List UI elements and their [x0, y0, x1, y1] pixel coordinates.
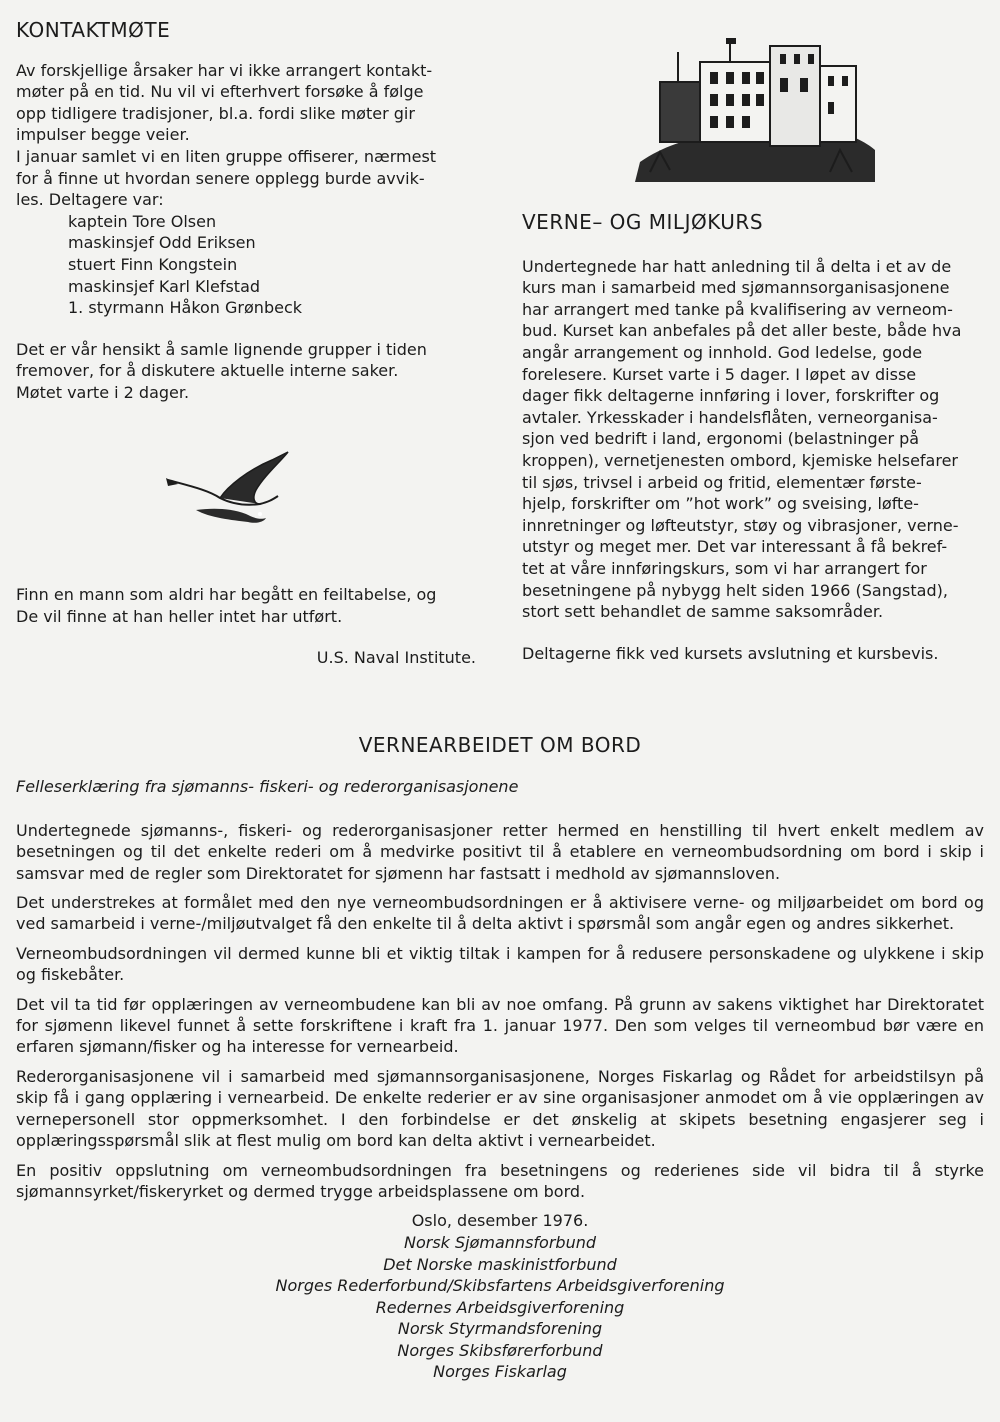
- text-line: kurs man i samarbeid med sjømannsorganisasjonene: [522, 278, 950, 298]
- text-line: Undertegnede har hatt anledning til å delta i et av de: [522, 256, 952, 276]
- vernearbeidet-section: [16, 735, 984, 1383]
- signatory: Norges Rederforbund/Skibsfartens Arbeidsgiverforening: [275, 1276, 725, 1296]
- kontaktmote-section: [16, 20, 482, 404]
- quote-line: Finn en mann som aldri har begått en feiltabelse, og: [16, 585, 437, 604]
- text-line: kroppen), vernetjenesten ombord, kjemiske helsefarer: [522, 450, 958, 470]
- participant: kaptein Tore Olsen: [68, 211, 217, 231]
- text-line: møter på en tid. Nu vil vi efterhvert forsøke å følge: [16, 82, 424, 102]
- text-line: stort sett behandlet de samme saksområder.: [522, 602, 884, 622]
- verne-miljokurs-section: [522, 212, 986, 664]
- participant-list: [16, 211, 482, 319]
- text-line: til sjøs, trivsel i arbeid og fritid, elementær første-: [522, 472, 922, 492]
- participant: 1. styrmann Håkon Grønbeck: [68, 298, 302, 318]
- text-line: avtaler. Yrkesskader i handelsflåten, verneorganisa-: [522, 407, 938, 427]
- paragraph: Rederorganisasjonene vil i samarbeid med sjømannsorganisasjonene, Norges Fiskarlag og Rådet for arbeidstilsyn på skip få i gang opplæring i vernearbeid. De enkelte rederier er av sine organisasjoner anmodet om å vie opplæringen av vernepersonell stor oppmerksomhet. I den forbindelse er det ønskelig at skipets besetning engasjerer seg i opplæringsspørsmål slik at flest mulig om bord kan delta aktivt i vernearbeidet.: [16, 1066, 984, 1151]
- signatory: Redernes Arbeidsgiverforening: [375, 1297, 625, 1317]
- signatory: Norsk Styrmandsforening: [397, 1319, 603, 1339]
- text-line: opp tidligere tradisjoner, bl.a. fordi slike møter gir: [16, 103, 415, 123]
- text-line: angår arrangement og innhold. God ledelse, gode: [522, 342, 923, 362]
- signatory: Det Norske maskinistforbund: [383, 1254, 617, 1274]
- seagull-illustration: [160, 448, 300, 528]
- text-line: impulser begge veier.: [16, 125, 190, 145]
- text-line: hjelp, forskrifter om ”hot work” og sveising, løfte-: [522, 494, 919, 514]
- quote: [16, 584, 482, 627]
- vernearbeidet-heading: VERNEARBEIDET OM BORD: [358, 733, 642, 757]
- participant: maskinsjef Karl Klefstad: [68, 276, 261, 296]
- kontaktmote-intro: [16, 60, 482, 211]
- text-line: les. Deltagere var:: [16, 190, 164, 210]
- signature-block: [16, 1210, 984, 1383]
- place-date: Oslo, desember 1976.: [411, 1211, 589, 1231]
- verne-miljokurs-body: [522, 256, 986, 623]
- signatory: Norges Fiskarlag: [433, 1362, 567, 1382]
- text-line: Det er vår hensikt å samle lignende grupper i tiden: [16, 339, 427, 359]
- participant: maskinsjef Odd Eriksen: [68, 233, 256, 253]
- text-line: dager fikk deltagerne innføring i lover, forskrifter og: [522, 386, 940, 406]
- text-line: utstyr og meget mer. Det var interessant å få bekref-: [522, 537, 948, 557]
- text-line: besetningene på nybygg helt siden 1966 (Sangstad),: [522, 580, 948, 600]
- text-line: fremover, for å diskutere aktuelle interne saker.: [16, 361, 399, 381]
- text-line: forelesere. Kurset varte i 5 dager. I løpet av disse: [522, 364, 917, 384]
- text-line: I januar samlet vi en liten gruppe offiserer, nærmest: [16, 146, 437, 166]
- paragraph: En positiv oppslutning om verneombudsordningen fra besetningens og rederienes side vil bidra til å styrke sjømannsyrket/fiskeryrket og dermed trygge arbeidsplassene om bord.: [16, 1160, 984, 1201]
- quote-line: De vil finne at han heller intet har utført.: [16, 606, 343, 626]
- verne-miljokurs-heading: VERNE– OG MILJØKURS: [522, 210, 764, 234]
- quote-source: U.S. Naval Institute.: [316, 648, 476, 667]
- verne-miljokurs-final: Deltagerne fikk ved kursets avslutning et kursbevis.: [522, 643, 939, 663]
- text-line: sjon ved bedrift i land, ergonomi (belastninger på: [522, 429, 920, 449]
- paragraph: Det vil ta tid før opplæringen av verneombudene kan bli av noe omfang. På grunn av sakens viktighet har Direktoratet for sjømenn likevel funnet å sette forskriftene i kraft fra 1. januar 1977. Den som velges til verneombud bør være en erfaren sjømann/fisker og ha interesse for vernearbeid.: [16, 994, 984, 1057]
- paragraph: Det understrekes at formålet med den nye verneombudsordningen er å aktivisere verne- og miljøarbeidet om bord og ved samarbeid i verne-/miljøutvalget få den enkelte til å delta aktivt i spørsmål som angår egen og andres sikkerhet.: [16, 893, 984, 934]
- vernearbeidet-subtitle: Felleserklæring fra sjømanns- fiskeri- og rederorganisasjonene: [16, 777, 519, 797]
- text-line: tet at våre innføringskurs, som vi har arrangert for: [522, 558, 927, 578]
- signatory: Norges Skibsførerforbund: [397, 1340, 603, 1360]
- kontaktmote-heading: KONTAKTMØTE: [16, 18, 171, 42]
- paragraph: Undertegnede sjømanns-, fiskeri- og rederorganisasjoner retter hermed en henstilling til hvert enkelt medlem av besetningen og til det enkelte rederi om å medvirke positivt til å etablere en verneombudsordning om bord i skip i samsvar med de regler som Direktoratet for sjømenn har fastsatt i medhold av sjømannsloven.: [16, 820, 984, 883]
- paragraph: Verneombudsordningen vil dermed kunne bli et viktig tiltak i kampen for å redusere personskadene og ulykkene i skip og fiskebåter.: [16, 943, 984, 985]
- text-line: bud. Kurset kan anbefales på det aller beste, både hva: [522, 321, 962, 341]
- text-line: innretninger og løfteutstyr, støy og vibrasjoner, verne-: [522, 515, 959, 535]
- building-illustration: [630, 22, 880, 182]
- text-line: har arrangert med tanke på kvalifisering av verneom-: [522, 299, 953, 319]
- signatory: Norsk Sjømannsforbund: [403, 1232, 596, 1252]
- text-line: Møtet varte i 2 dager.: [16, 382, 190, 402]
- participant: stuert Finn Kongstein: [68, 254, 238, 274]
- kontaktmote-closing: [16, 339, 482, 404]
- text-line: for å finne ut hvordan senere opplegg burde avvik-: [16, 168, 425, 188]
- text-line: Av forskjellige årsaker har vi ikke arrangert kontakt-: [16, 60, 433, 80]
